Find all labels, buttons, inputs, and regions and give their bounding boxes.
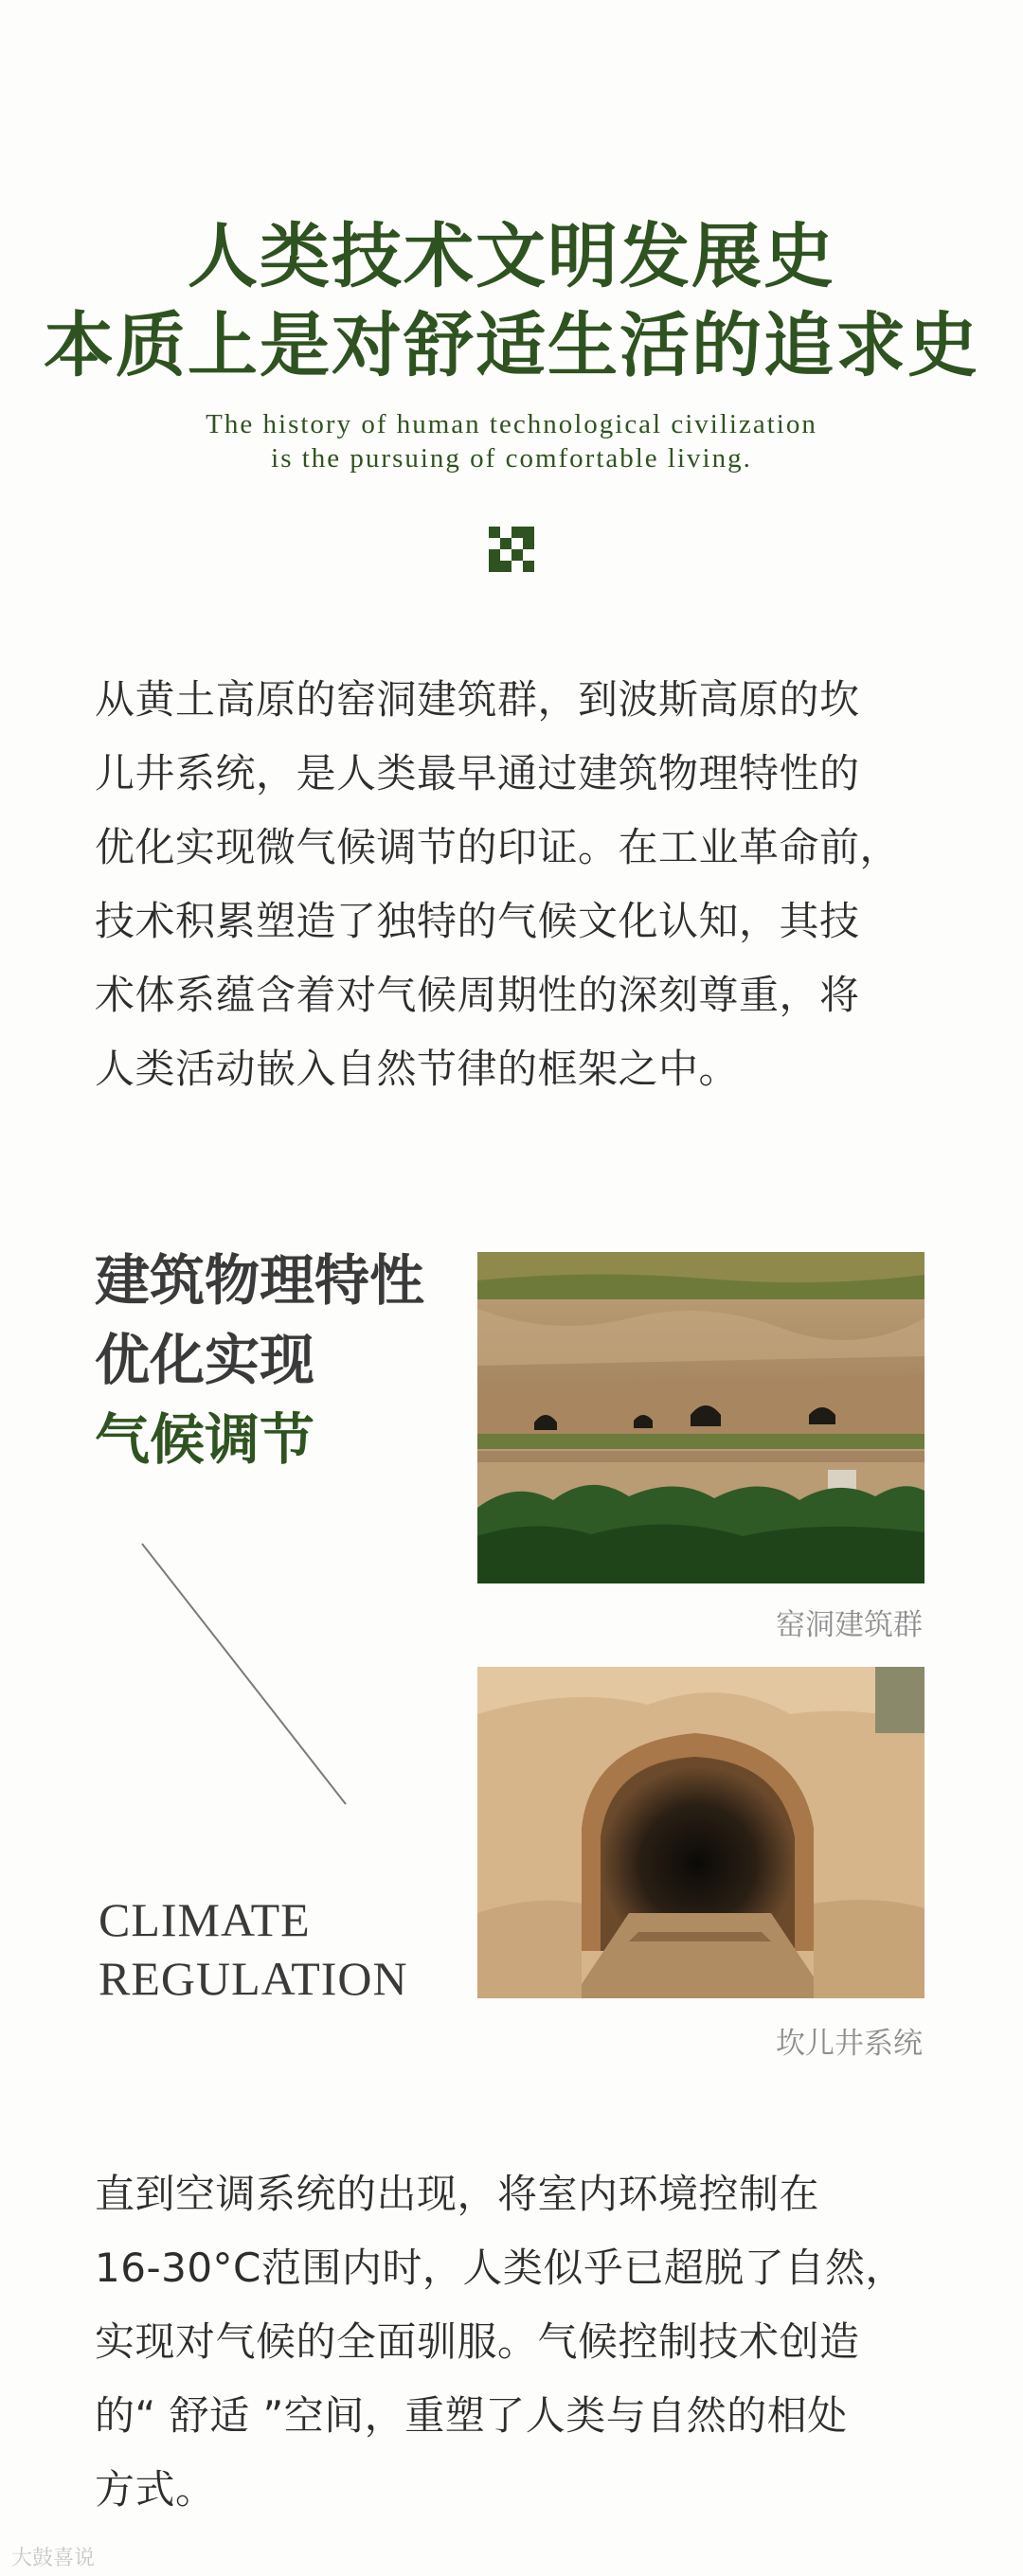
diagonal-divider <box>133 1534 360 1818</box>
title-line-1: 人类技术文明发展史 <box>188 216 835 297</box>
image-caption: 坎儿井系统 <box>776 2027 923 2061</box>
intro-line: 从黄土高原的窑洞建筑群，到波斯高原的坎 <box>95 676 860 723</box>
closing-line: 直到空调系统的出现，将室内环境控制在 <box>95 2171 820 2217</box>
closing-line: 方式。 <box>95 2466 216 2513</box>
checker-ornament-icon <box>489 527 534 572</box>
headline-line-2: 优化实现 <box>95 1328 315 1392</box>
watermark: 大鼓喜说 <box>11 2547 96 2570</box>
intro-line: 技术积累塑造了独特的气候文化认知，其技 <box>95 898 860 944</box>
karez-tunnel-photo-icon <box>477 1667 924 1998</box>
intro-line: 术体系蕴含着对气候周期性的深刻尊重，将 <box>95 972 860 1018</box>
intro-line: 儿井系统，是人类最早通过建筑物理特性的 <box>95 750 860 796</box>
title-english-line-1: The history of human technological civilization <box>206 409 817 439</box>
intro-line: 人类活动嵌入自然节律的框架之中。 <box>95 1046 740 1092</box>
climate-line-1: CLIMATE <box>99 1893 311 1946</box>
section-headline <box>95 1241 474 1479</box>
image-caption: 窑洞建筑群 <box>776 1608 923 1642</box>
headline-line-1: 建筑物理特性 <box>95 1248 425 1313</box>
climate-line-2: REGULATION <box>99 1952 408 2005</box>
title-english <box>0 407 1023 475</box>
closing-line: 的“ 舒适 ”空间，重塑了人类与自然的相处 <box>95 2392 848 2439</box>
cave-dwelling-photo-icon <box>477 1252 924 1583</box>
title-line-2: 本质上是对舒适生活的追求史 <box>44 305 979 386</box>
page-title <box>0 212 1023 390</box>
closing-paragraph <box>95 2157 928 2527</box>
headline-line-3: 气候调节 <box>95 1407 315 1472</box>
closing-line: 实现对气候的全面驯服。气候控制技术创造 <box>95 2318 860 2365</box>
closing-line: 16-30°C范围内时，人类似乎已超脱了自然， <box>95 2245 906 2291</box>
title-english-line-2: is the pursuing of comfortable living. <box>271 443 752 474</box>
climate-regulation-label <box>99 1890 496 2008</box>
intro-line: 优化实现微气候调节的印证。在工业革命前， <box>95 824 901 870</box>
intro-paragraph <box>95 663 928 1106</box>
